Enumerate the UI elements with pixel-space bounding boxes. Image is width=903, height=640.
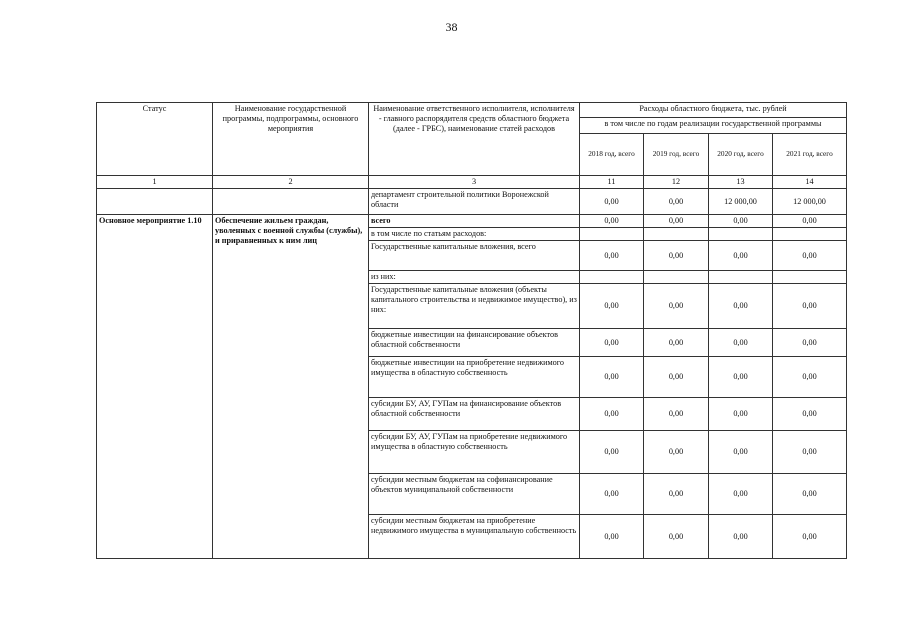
- value-2018: [580, 228, 644, 241]
- activity-name: Обеспечение жильем граждан, уволенных с военной службы (службы), и приравненных к ним лиц: [213, 215, 369, 559]
- value-2021: 0,00: [773, 357, 847, 398]
- value-2020: [709, 228, 773, 241]
- value-2019: 0,00: [644, 357, 709, 398]
- value-2019: [644, 228, 709, 241]
- value-2021: 0,00: [773, 329, 847, 357]
- col-index: 1: [97, 176, 213, 189]
- value-2019: 0,00: [644, 215, 709, 228]
- value-2019: 0,00: [644, 241, 709, 271]
- column-index-row: [97, 176, 847, 189]
- value-2019: 0,00: [644, 329, 709, 357]
- value-2020: 0,00: [709, 357, 773, 398]
- value-2019: 0,00: [644, 284, 709, 329]
- header-expenses: Расходы областного бюджета, тыс. рублей: [580, 103, 847, 118]
- row-label: бюджетные инвестиции на приобретение недвижимого имущества в областную собственность: [369, 357, 580, 398]
- col-index: 11: [580, 176, 644, 189]
- value-2021: 0,00: [773, 241, 847, 271]
- value-2020: 0,00: [709, 431, 773, 474]
- row-label: из них:: [369, 271, 580, 284]
- row-label: бюджетные инвестиции на финансирование объектов областной собственности: [369, 329, 580, 357]
- header-program-name: Наименование государственной программы, подпрограммы, основного мероприятия: [213, 103, 369, 176]
- header-executor: Наименование ответственного исполнителя, исполнителя - главного распорядителя средств областного бюджета (далее - ГРБС), наименование статей расходов: [369, 103, 580, 176]
- value-2019: 0,00: [644, 431, 709, 474]
- value-2021: 0,00: [773, 284, 847, 329]
- value-2021: 0,00: [773, 474, 847, 515]
- value-2018: 0,00: [580, 284, 644, 329]
- row-label: субсидии местным бюджетам на софинансирование объектов муниципальной собственности: [369, 474, 580, 515]
- page-number: 38: [445, 20, 458, 34]
- value-2018: 0,00: [580, 329, 644, 357]
- row-label: в том числе по статьям расходов:: [369, 228, 580, 241]
- table-row: [97, 189, 847, 215]
- value-2021: 0,00: [773, 515, 847, 559]
- col-index: 14: [773, 176, 847, 189]
- row-label: субсидии местным бюджетам на приобретение недвижимого имущества в муниципальную собственность: [369, 515, 580, 559]
- value-2020: 0,00: [709, 474, 773, 515]
- row-label: Государственные капитальные вложения (объекты капитального строительства и недвижимое имущество), из них:: [369, 284, 580, 329]
- empty-cell: [213, 189, 369, 215]
- value-2021: 12 000,00: [773, 189, 847, 215]
- value-2018: 0,00: [580, 431, 644, 474]
- row-label: Государственные капитальные вложения, всего: [369, 241, 580, 271]
- value-2019: 0,00: [644, 189, 709, 215]
- value-2020: 0,00: [709, 241, 773, 271]
- value-2020: 0,00: [709, 515, 773, 559]
- row-label: субсидии БУ, АУ, ГУПам на приобретение недвижимого имущества в областную собственность: [369, 431, 580, 474]
- header-year-2019: 2019 год, всего: [644, 134, 709, 176]
- activity-status: Основное мероприятие 1.10: [97, 215, 213, 559]
- header-status: Статус: [97, 103, 213, 176]
- value-2018: 0,00: [580, 189, 644, 215]
- header-year-2021: 2021 год, всего: [773, 134, 847, 176]
- value-2020: [709, 271, 773, 284]
- col-index: 13: [709, 176, 773, 189]
- col-index: 3: [369, 176, 580, 189]
- header-year-2020: 2020 год, всего: [709, 134, 773, 176]
- row-label: всего: [369, 215, 580, 228]
- header-year-2018: 2018 год, всего: [580, 134, 644, 176]
- value-2021: [773, 228, 847, 241]
- value-2020: 12 000,00: [709, 189, 773, 215]
- value-2019: 0,00: [644, 474, 709, 515]
- value-2021: 0,00: [773, 431, 847, 474]
- col-index: 2: [213, 176, 369, 189]
- value-2018: 0,00: [580, 398, 644, 431]
- value-2021: 0,00: [773, 215, 847, 228]
- value-2019: 0,00: [644, 398, 709, 431]
- value-2021: [773, 271, 847, 284]
- header-by-years: в том числе по годам реализации государственной программы: [580, 118, 847, 134]
- value-2018: 0,00: [580, 357, 644, 398]
- value-2018: 0,00: [580, 515, 644, 559]
- col-index: 12: [644, 176, 709, 189]
- value-2018: [580, 271, 644, 284]
- row-label: департамент строительной политики Воронежской области: [369, 189, 580, 215]
- value-2021: 0,00: [773, 398, 847, 431]
- empty-cell: [97, 189, 213, 215]
- value-2018: 0,00: [580, 215, 644, 228]
- value-2020: 0,00: [709, 398, 773, 431]
- table-row: [97, 215, 847, 228]
- value-2018: 0,00: [580, 474, 644, 515]
- value-2019: 0,00: [644, 515, 709, 559]
- value-2020: 0,00: [709, 329, 773, 357]
- budget-table: [96, 102, 847, 559]
- value-2019: [644, 271, 709, 284]
- value-2018: 0,00: [580, 241, 644, 271]
- value-2020: 0,00: [709, 284, 773, 329]
- value-2020: 0,00: [709, 215, 773, 228]
- row-label: субсидии БУ, АУ, ГУПам на финансирование объектов областной собственности: [369, 398, 580, 431]
